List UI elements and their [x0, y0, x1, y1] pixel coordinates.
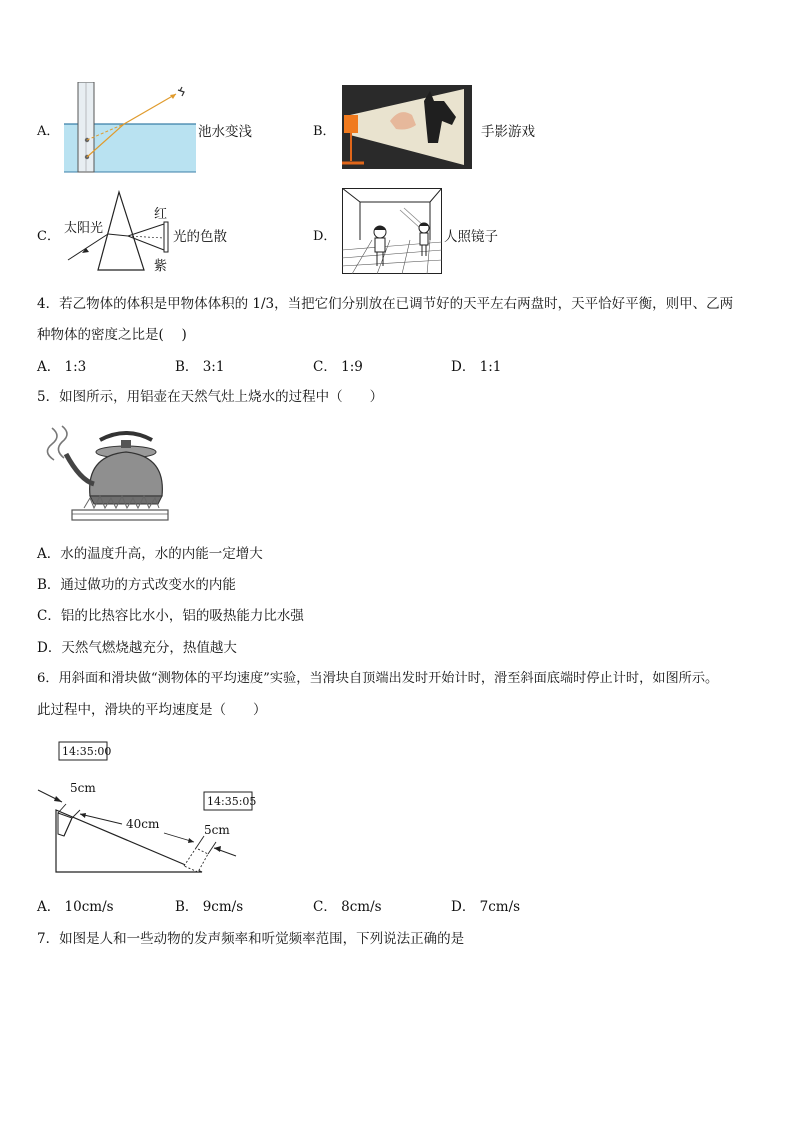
start-time-readout: 14:35:00	[62, 745, 112, 758]
q5-option-d[interactable]: D．天然气燃烧越充分，热值越大	[37, 640, 237, 656]
prism-label-violet: 紫	[154, 259, 168, 274]
prism-dispersion-figure	[64, 190, 176, 276]
hand-shadow-figure	[342, 85, 472, 169]
pool-refraction-figure	[64, 82, 198, 174]
end-time-readout: 14:35:05	[207, 795, 257, 808]
bottom-length-label: 5cm	[204, 823, 230, 837]
q6-option-a[interactable]: A． 10cm/s	[37, 899, 114, 915]
q6-option-b[interactable]: B． 9cm/s	[175, 899, 244, 915]
option-caption: 人照镜子	[444, 229, 498, 245]
q4-option-b[interactable]: B． 3:1	[175, 359, 225, 375]
q5-option-c[interactable]: C．铝的比热容比水小，铝的吸热能力比水强	[37, 608, 304, 624]
q5-option-a[interactable]: A．水的温度升高，水的内能一定增大	[37, 546, 263, 562]
option-letter: B．	[313, 124, 336, 139]
mirror-figure	[342, 188, 442, 274]
q4-stem-line2: 种物体的密度之比是( )	[37, 327, 187, 343]
q6-option-c[interactable]: C． 8cm/s	[313, 899, 382, 915]
kettle-on-stove-figure	[44, 424, 170, 522]
option-caption: 手影游戏	[481, 124, 535, 140]
q6-stem-line1: 6．用斜面和滑块做“测物体的平均速度”实验，当滑块自顶端出发时开始计时，滑至斜面底端时停止计时，如图所示。	[37, 671, 719, 686]
option-caption: 池水变浅	[198, 124, 252, 140]
q7-stem: 7．如图是人和一些动物的发声频率和听觉频率范围，下列说法正确的是	[37, 931, 465, 947]
option-letter: C．	[37, 229, 60, 244]
option-letter: A．	[37, 124, 60, 139]
q4-option-a[interactable]: A． 1:3	[37, 359, 87, 375]
top-length-label: 5cm	[70, 781, 96, 795]
q4-option-c[interactable]: C． 1:9	[313, 359, 363, 375]
q4-stem-line1: 4．若乙物体的体积是甲物体体积的 1/3，当把它们分别放在已调节好的天平左右两盘时，天平恰好平衡，则甲、乙两	[37, 296, 734, 312]
slope-length-label: 40cm	[126, 817, 160, 831]
option-letter: D．	[313, 229, 337, 244]
prism-label-red: 红	[154, 207, 168, 222]
prism-label-sun: 太阳光	[64, 221, 104, 236]
q4-option-d[interactable]: D． 1:1	[451, 359, 502, 375]
q6-option-d[interactable]: D． 7cm/s	[451, 899, 521, 915]
q5-option-b[interactable]: B．通过做功的方式改变水的内能	[37, 577, 236, 593]
q6-stem-line2: 此过程中，滑块的平均速度是（ ）	[37, 702, 267, 718]
q5-stem: 5．如图所示，用铝壶在天然气灶上烧水的过程中（ ）	[37, 389, 384, 405]
option-caption: 光的色散	[173, 229, 227, 245]
incline-slider-figure	[36, 738, 266, 876]
